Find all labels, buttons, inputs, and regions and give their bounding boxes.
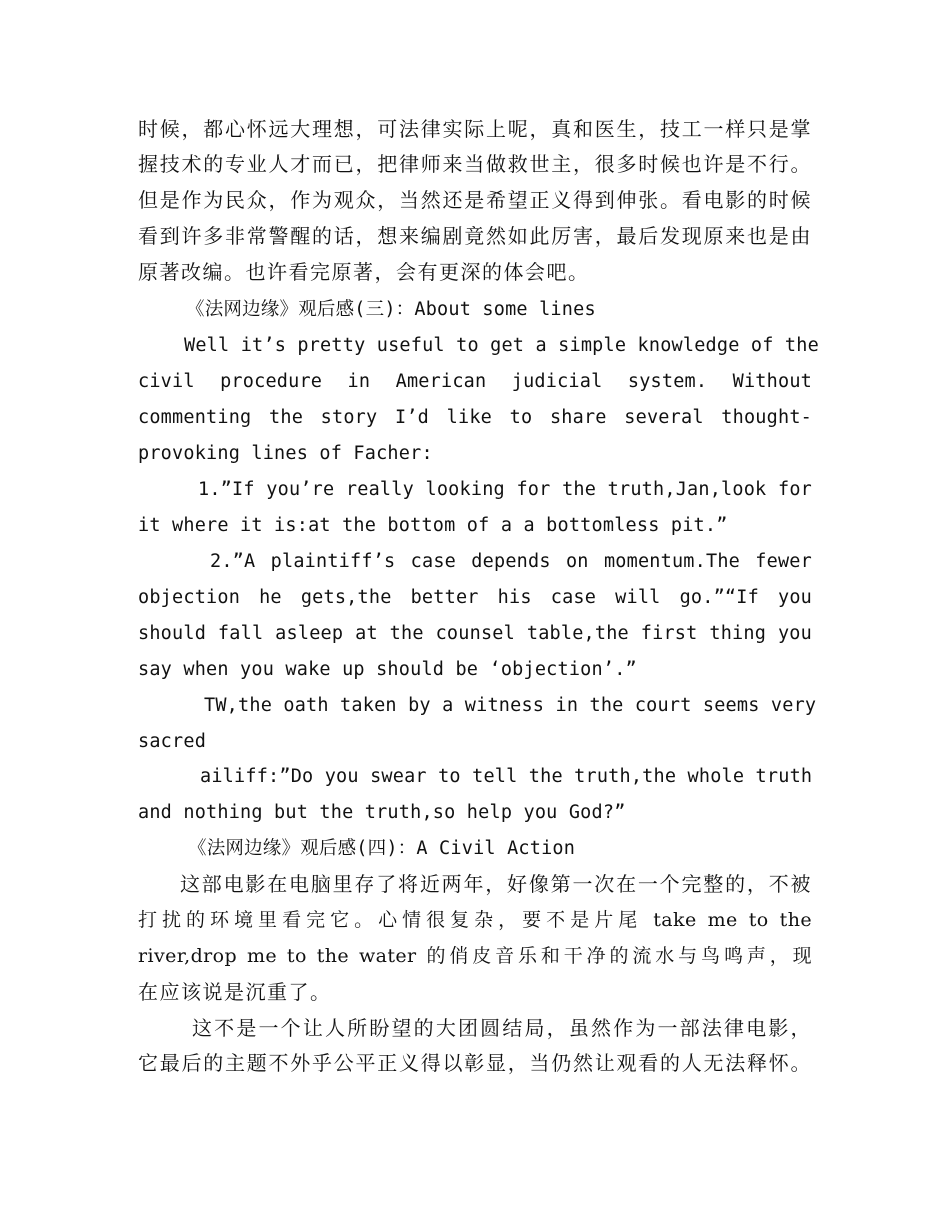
paragraph-line: 这不是一个让人所盼望的大团圆结局，虽然作为一部法律电影， bbox=[192, 1016, 812, 1040]
paragraph-line: 时候，都心怀远大理想，可法律实际上呢，真和医生，技工一样只是掌 bbox=[138, 117, 812, 141]
paragraph-line: Well it’s pretty useful to get a simple knowledge of the bbox=[184, 335, 819, 356]
paragraph-line: 这部电影在电脑里存了将近两年，好像第一次在一个完整的，不被 bbox=[180, 872, 812, 896]
paragraph-line: TW,the oath taken by a witness in the court seems very bbox=[204, 695, 817, 716]
quote-line: say when you wake up should be ‘objection’.” bbox=[138, 659, 637, 680]
paragraph-line: commenting the story I’d like to share several thought- bbox=[138, 407, 812, 428]
quote-line: objection he gets,the better his case will go.”“If you bbox=[138, 587, 812, 608]
paragraph-line: 原著改编。也许看完原著，会有更深的体会吧。 bbox=[138, 260, 590, 284]
paragraph-line: 在应该说是沉重了。 bbox=[138, 980, 332, 1004]
section-heading: 《法网边缘》观后感(三)：About some lines bbox=[186, 299, 596, 320]
quote-line: 1.”If you’re really looking for the truth,Jan,look for bbox=[198, 479, 812, 500]
paragraph-line: 它最后的主题不外乎公平正义得以彰显，当仍然让观看的人无法释怀。 bbox=[138, 1051, 812, 1075]
paragraph-line: provoking lines of Facher: bbox=[138, 443, 433, 464]
quote-line: 2.”A plaintiff’s case depends on momentum.The fewer bbox=[210, 551, 812, 572]
paragraph-line: 握技术的专业人才而已，把律师来当做救世主，很多时候也许是不行。 bbox=[138, 152, 812, 176]
paragraph-line: 打扰的环境里看完它。心情很复杂，要不是片尾 take me to the bbox=[138, 909, 812, 931]
section-heading: 《法网边缘》观后感(四)：A Civil Action bbox=[188, 838, 576, 859]
paragraph-line: civil procedure in American judicial system. Without bbox=[138, 371, 812, 392]
paragraph-line: 看到许多非常警醒的话，想来编剧竟然如此厉害，最后发现原来也是由 bbox=[138, 224, 812, 248]
paragraph-line: sacred bbox=[138, 731, 207, 752]
paragraph-line: river,drop me to the water 的俏皮音乐和干净的流水与鸟鸣声，现 bbox=[138, 945, 812, 967]
quote-line: and nothing but the truth,so help you God?” bbox=[138, 802, 626, 823]
quote-line: it where it is:at the bottom of a a bottomless pit.” bbox=[138, 515, 728, 536]
paragraph-line: 但是作为民众，作为观众，当然还是希望正义得到伸张。看电影的时候 bbox=[138, 188, 812, 212]
quote-line: should fall asleep at the counsel table,the first thing you bbox=[138, 623, 812, 644]
quote-line: ailiff:”Do you swear to tell the truth,the whole truth bbox=[200, 766, 813, 787]
